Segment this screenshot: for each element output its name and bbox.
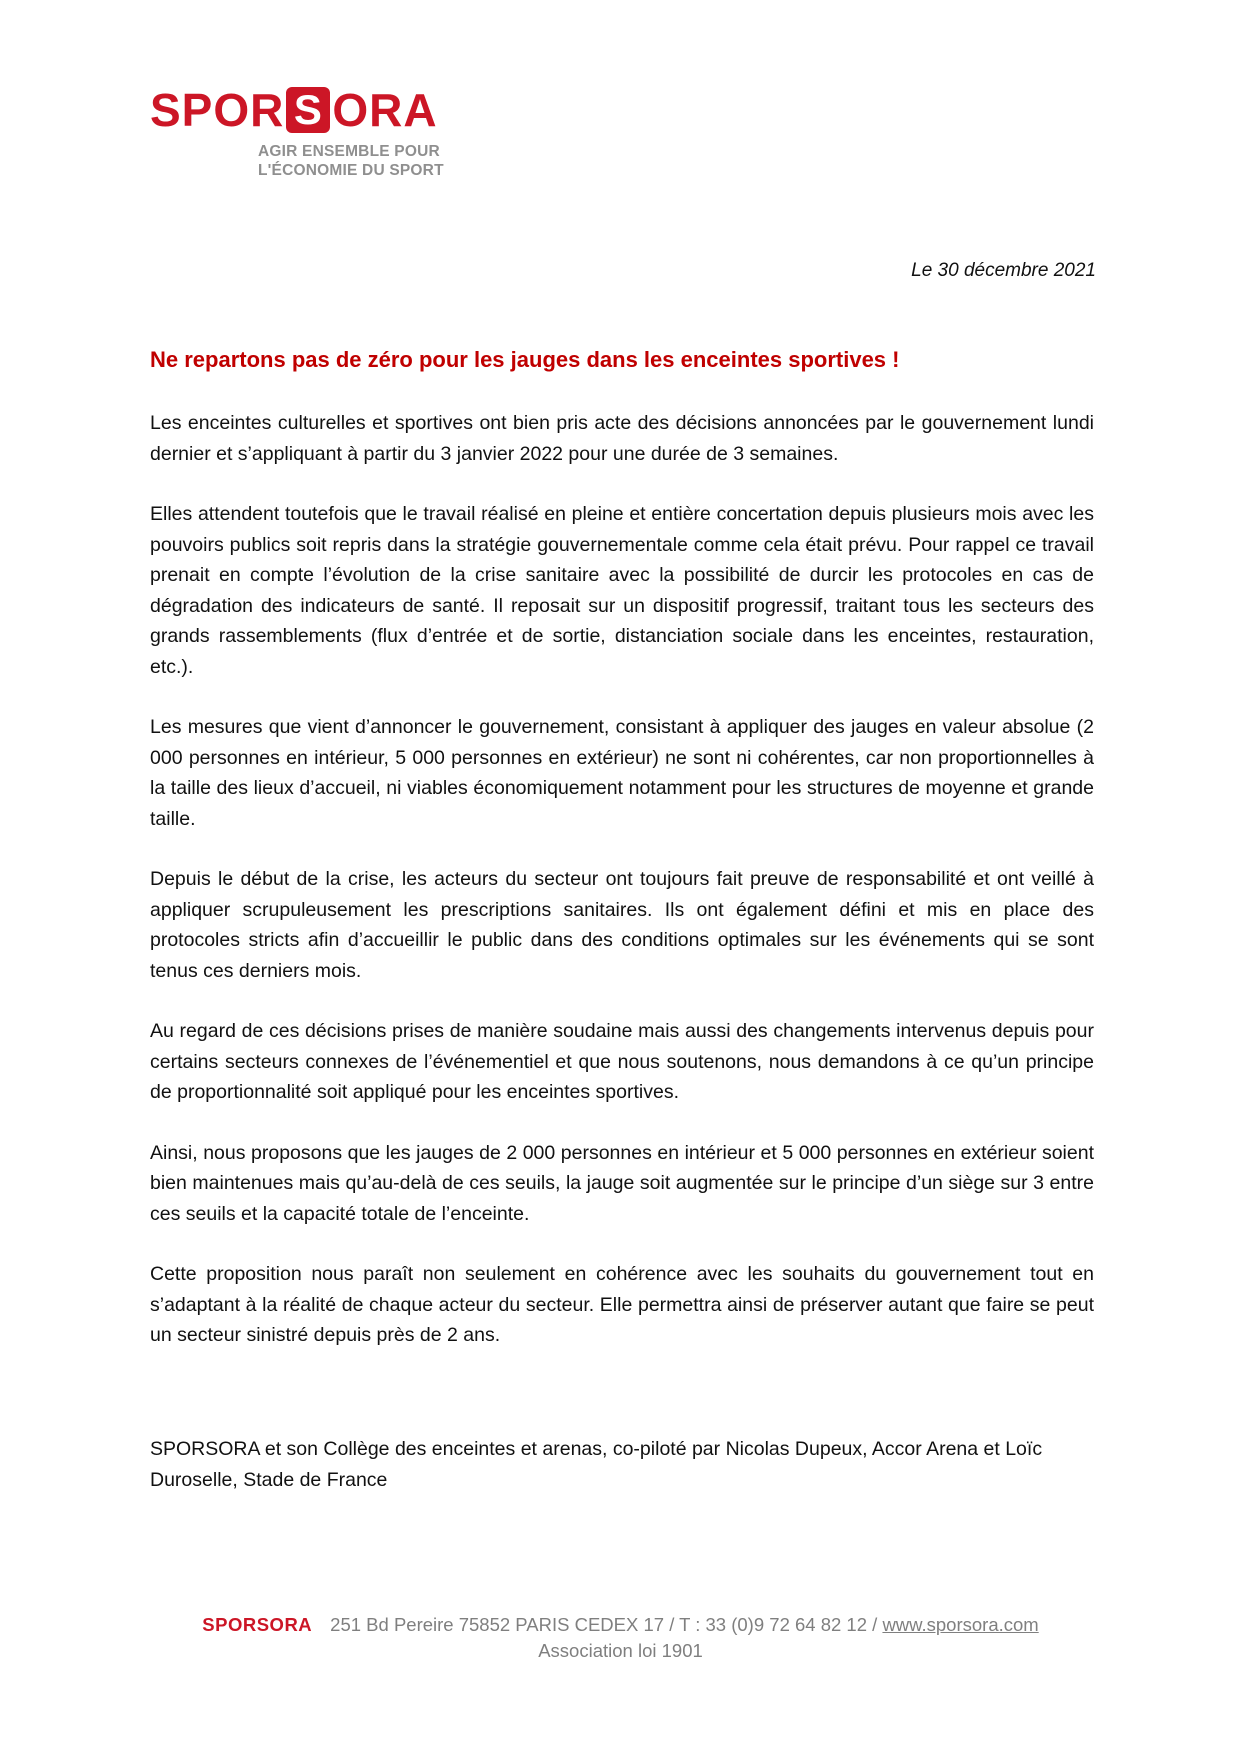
sporsora-logo xyxy=(150,84,470,180)
body-paragraph: Les enceintes culturelles et sportives ont bien pris acte des décisions annoncées par le gouvernement lundi dernier et s’appliquant à partir du 3 janvier 2022 pour une durée de 3 semaines. xyxy=(150,412,1094,465)
page-footer xyxy=(0,1612,1241,1664)
body-paragraph: Au regard de ces décisions prises de manière soudaine mais aussi des changements intervenus depuis pour certains secteurs connexes de l’événementiel et que nous soutenons, nous demandons à ce qu’un principe de proportionnalité soit appliqué pour les enceintes sportives. xyxy=(150,1020,1094,1103)
press-release-body xyxy=(150,408,1094,1381)
logo-tagline xyxy=(258,142,470,180)
logo-s-emblem-icon: S xyxy=(286,87,330,133)
document-date: Le 30 décembre 2021 xyxy=(911,260,1096,281)
body-paragraph: Depuis le début de la crise, les acteurs du secteur ont toujours fait preuve de responsabilité et ont veillé à appliquer scrupuleusement les prescriptions sanitaires. Ils ont également défini et mis en place des protocoles stricts afin d’accueillir le public dans des conditions optimales sur les événements qui se sont tenus ces derniers mois. xyxy=(150,868,1094,982)
press-release-headline: Ne repartons pas de zéro pour les jauges dans les enceintes sportives ! xyxy=(150,347,900,372)
logo-tagline-line-2: L'ÉCONOMIE DU SPORT xyxy=(258,162,444,179)
logo-tagline-line-1: AGIR ENSEMBLE POUR xyxy=(258,143,440,160)
body-paragraph: Elles attendent toutefois que le travail réalisé en pleine et entière concertation depuis plusieurs mois avec les pouvoirs publics soit repris dans la stratégie gouvernementale comme cela était prévu. Pour rappel ce travail prenait en compte l’évolution de la crise sanitaire avec la possibilité de durcir les protocoles en cas de dégradation des indicateurs de santé. Il reposait sur un dispositif progressif, traitant tous les secteurs des grands rassemblements (flux d’entrée et de sortie, distanciation sociale dans les enceintes, restauration, etc.). xyxy=(150,503,1094,678)
signature-block: SPORSORA et son Collège des enceintes et arenas, co-piloté par Nicolas Dupeux, Accor Arena et Loïc Duroselle, Stade de France xyxy=(150,1438,1043,1491)
body-paragraph: Cette proposition nous paraît non seulement en cohérence avec les souhaits du gouvernement tout en s’adaptant à la réalité de chaque acteur du secteur. Elle permettra ainsi de préserver autant que faire se peut un secteur sinistré depuis près de 2 ans. xyxy=(150,1263,1094,1346)
footer-website-link[interactable]: www.sporsora.com xyxy=(882,1614,1039,1635)
body-paragraph: Ainsi, nous proposons que les jauges de 2 000 personnes en intérieur et 5 000 personnes en extérieur soient bien maintenues mais qu’au-delà de ces seuils, la jauge soit augmentée sur le principe d’un siège sur 3 entre ces seuils et la capacité totale de l’enceinte. xyxy=(150,1141,1094,1225)
footer-address: 251 Bd Pereire 75852 PARIS CEDEX 17 / T : 33 (0)9 72 64 82 12 / xyxy=(330,1614,883,1635)
footer-legal: Association loi 1901 xyxy=(538,1640,703,1661)
body-paragraph: Les mesures que vient d’annoncer le gouvernement, consistant à appliquer des jauges en valeur absolue (2 000 personnes en intérieur, 5 000 personnes en extérieur) ne sont ni cohérentes, car non proportionnelles à la taille des lieux d’accueil, ni viables économiquement notamment pour les structures de moyenne et grande taille. xyxy=(150,716,1094,830)
logo-wordmark: SPOR S ORA xyxy=(150,84,438,136)
footer-brand: SPORSORA xyxy=(202,1614,313,1635)
footer-contact-line xyxy=(0,1612,1241,1638)
